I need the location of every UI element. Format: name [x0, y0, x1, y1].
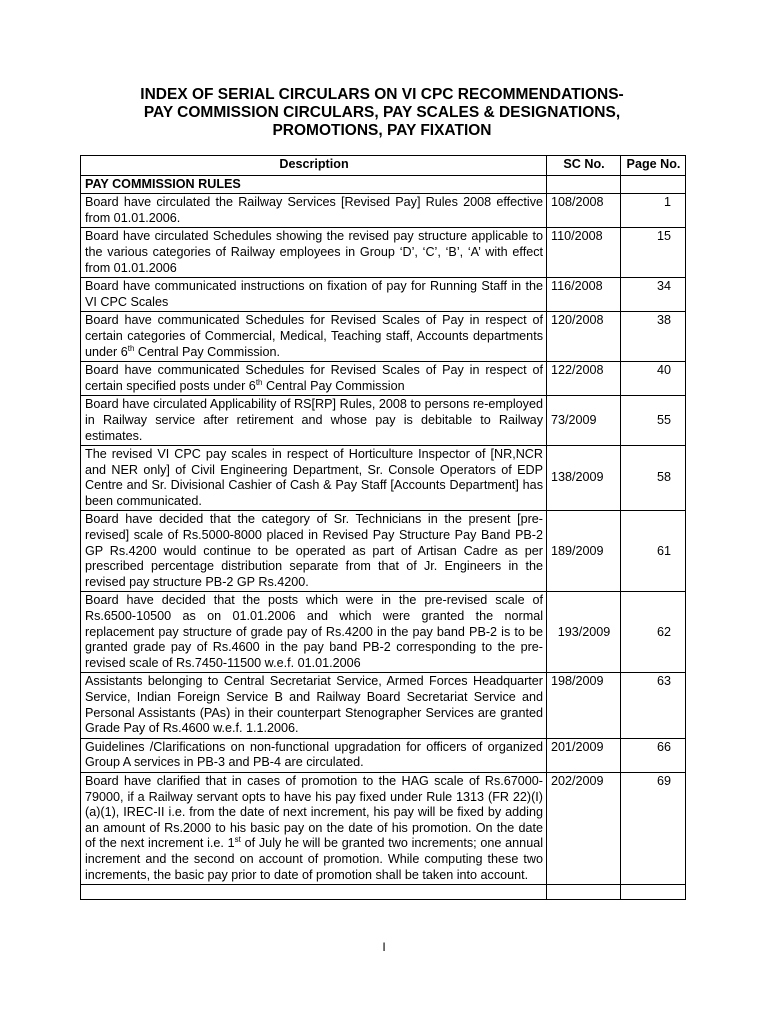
row-description: Board have clarified that in cases of promotion to the HAG scale of Rs.67000-79000, if a Railway servant opts to have his pay fixed under Rule 1313 (FR 22)(I)(a)(1), IREC-II i.e. from the date of next increment, his pay will be fixed by adding an amount of Rs.2000 to his basic pay on the date of his promotion. On the date of the next increment i.e. 1st of July he will be granted two increments; one annual increment and the second on account of promotion. While computing these two increments, the basic pay prior to date of promotion shall be taken into account. [81, 772, 547, 884]
header-sc-no: SC No. [547, 156, 621, 176]
row-page-no: 38 [621, 312, 686, 362]
title-line-2: PAY COMMISSION CIRCULARS, PAY SCALES & DESIGNATIONS, [143, 104, 621, 121]
row-sc-no: 198/2009 [547, 673, 621, 738]
row-page-no: 62 [621, 592, 686, 673]
row-description: Assistants belonging to Central Secretariat Service, Armed Forces Headquarter Service, Indian Foreign Service B and Railway Board Secretariat Service and Personal Assistants (PAs) in their counterpart Stenographer Services are granted Grade Pay of Rs.4600 w.e.f. 1.1.2006. [81, 673, 547, 738]
row-description: The revised VI CPC pay scales in respect of Horticulture Inspector of [NR,NCR and NER only] of Civil Engineering Department, Sr. Console Operators of EDP Centre and Sr. Divisional Cashier of Cash & Pay Staff [Accounts Department] has been communicated. [81, 446, 547, 511]
table-row [81, 511, 686, 592]
table-header-row [81, 156, 686, 176]
row-page-no: 34 [621, 278, 686, 312]
row-description: Board have decided that the category of Sr. Technicians in the present [pre-revised] scale of Rs.5000-8000 placed in Revised Pay Structure Pay Band PB-2 GP Rs.4200 would continue to be operated as part of Artisan Cadre as per prescribed percentage distribution separate from that of Jr. Engineers in the revised pay structure PB-2 GP Rs.4200. [81, 511, 547, 592]
table-row [81, 772, 686, 884]
row-page-no: 69 [621, 772, 686, 884]
section-row [81, 175, 686, 194]
header-description: Description [81, 156, 547, 176]
row-sc-no: 193/2009 [547, 592, 621, 673]
table-row [81, 446, 686, 511]
table-row [81, 592, 686, 673]
circulars-table [80, 155, 686, 900]
row-sc-no: 110/2008 [547, 228, 621, 278]
table-row [81, 362, 686, 396]
row-description: Board have circulated Schedules showing the revised pay structure applicable to the various categories of Railway employees in Group ‘D’, ‘C’, ‘B’, ‘A’ with effect from 01.01.2006 [81, 228, 547, 278]
table-spacer-row [81, 885, 686, 900]
row-page-no: 40 [621, 362, 686, 396]
row-sc-no: 201/2009 [547, 738, 621, 772]
table-row [81, 312, 686, 362]
table-row [81, 396, 686, 446]
header-page-no: Page No. [621, 156, 686, 176]
row-page-no: 61 [621, 511, 686, 592]
row-page-no: 1 [621, 194, 686, 228]
title-line-1: INDEX OF SERIAL CIRCULARS ON VI CPC RECOMMENDATIONS- [140, 86, 624, 103]
table-row [81, 278, 686, 312]
row-sc-no: 189/2009 [547, 511, 621, 592]
row-sc-no: 138/2009 [547, 446, 621, 511]
row-sc-no: 202/2009 [547, 772, 621, 884]
row-sc-no: 73/2009 [547, 396, 621, 446]
row-description: Guidelines /Clarifications on non-functional upgradation for officers of organized Group A services in PB-3 and PB-4 are circulated. [81, 738, 547, 772]
row-sc-no: 108/2008 [547, 194, 621, 228]
table-row [81, 228, 686, 278]
document-title [80, 86, 684, 140]
row-page-no: 55 [621, 396, 686, 446]
row-description: Board have circulated the Railway Services [Revised Pay] Rules 2008 effective from 01.01.2006. [81, 194, 547, 228]
row-description: Board have communicated instructions on fixation of pay for Running Staff in the VI CPC Scales [81, 278, 547, 312]
row-description: Board have circulated Applicability of RS[RP] Rules, 2008 to persons re-employed in Railway service after retirement and whose pay is debitable to Railway estimates. [81, 396, 547, 446]
table-row [81, 194, 686, 228]
page-footer: I [382, 940, 386, 954]
row-sc-no: 116/2008 [547, 278, 621, 312]
title-line-3: PROMOTIONS, PAY FIXATION [272, 122, 492, 139]
row-page-no: 63 [621, 673, 686, 738]
row-description: Board have communicated Schedules for Revised Scales of Pay in respect of certain categories of Commercial, Medical, Teaching staff, Accounts departments under 6th Central Pay Commission. [81, 312, 547, 362]
row-sc-no: 120/2008 [547, 312, 621, 362]
table-row [81, 673, 686, 738]
row-page-no: 15 [621, 228, 686, 278]
table-row [81, 738, 686, 772]
row-page-no: 58 [621, 446, 686, 511]
row-description: Board have decided that the posts which were in the pre-revised scale of Rs.6500-10500 as on 01.01.2006 and which were granted the normal replacement pay structure of grade pay of Rs.4200 in the pay band PB-2 is to be granted grade pay of Rs.4600 in the pay band PB-2 corresponding to the pre-revised scale of Rs.7450-11500 w.e.f. 01.01.2006 [81, 592, 547, 673]
row-page-no: 66 [621, 738, 686, 772]
section-title: PAY COMMISSION RULES [81, 175, 547, 194]
row-description: Board have communicated Schedules for Revised Scales of Pay in respect of certain specified posts under 6th Central Pay Commission [81, 362, 547, 396]
row-sc-no: 122/2008 [547, 362, 621, 396]
